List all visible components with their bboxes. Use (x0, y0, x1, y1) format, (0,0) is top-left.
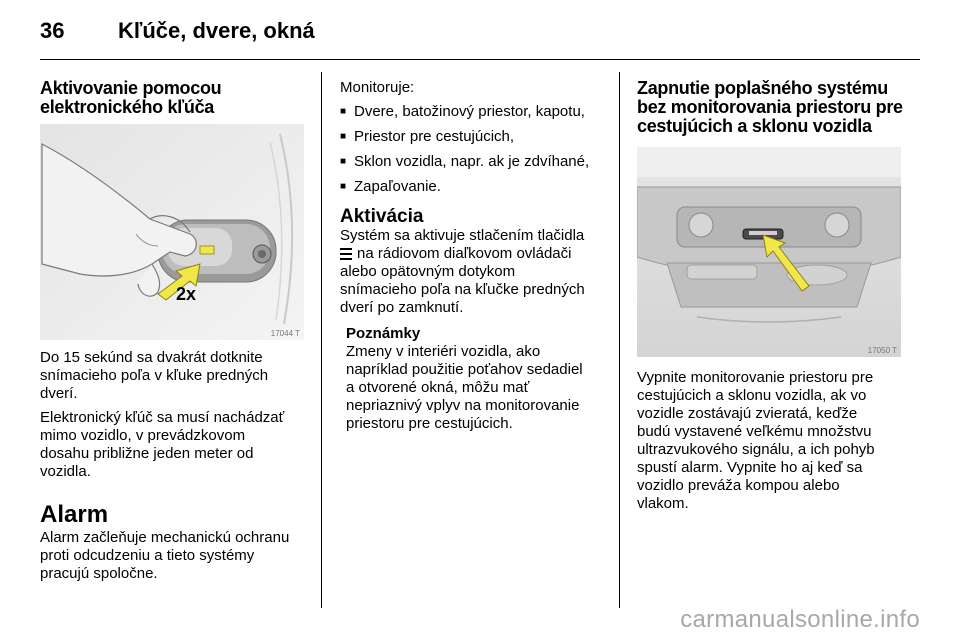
note-text (346, 343, 610, 433)
text-line: Do 15 sekúnd sa dvakrát dotknite (40, 349, 263, 366)
header-rule (40, 59, 920, 60)
figure-overhead-console (637, 147, 901, 357)
section-heading-alarm-no-monitoring (637, 79, 921, 136)
text-line: snímacieho poľa v kľuke predných (40, 367, 269, 384)
heading-line: cestujúcich a sklonu vozidla (637, 116, 872, 136)
heading-line: Aktivovanie pomocou (40, 78, 222, 98)
text-line: vozidla. (40, 463, 91, 480)
monitors-label: Monitoruje: (340, 79, 415, 96)
text-line: budú vystavené veľkému množstvu (637, 423, 872, 440)
monitor-list (340, 103, 610, 196)
paragraph-touch-sensor (40, 349, 312, 403)
figure-id: 17050 T (867, 346, 897, 355)
text-line: a otvorené okná, môžu mať (346, 379, 530, 396)
list-item: ■ Priestor pre cestujúcich, (340, 128, 610, 146)
text-line: Alarm začleňuje mechanickú ochranu (40, 529, 290, 546)
callout-2x: 2x (176, 284, 197, 304)
text-line: nepriaznivý vplyv na monitorovanie (346, 397, 580, 414)
column-divider-right (619, 72, 620, 608)
column-divider-left (321, 72, 322, 608)
text-line: priestoru pre cestujúcich. (346, 415, 513, 432)
text-line: pracujú spoločne. (40, 565, 158, 582)
text-line: vozidle zostávajú zvieratá, keďže (637, 405, 858, 422)
section-heading-activation: Aktivácia (340, 206, 424, 227)
column-3-body (637, 369, 921, 513)
text-line: spustí alarm. Vypnite ho aj keď sa (637, 459, 863, 476)
text-line: Systém sa aktivuje stlačením tlačidla (340, 227, 585, 244)
text-line: mimo vozidlo, v prevádzkovom (40, 427, 246, 444)
text-line: dverí po zamknutí. (340, 299, 464, 316)
column-3 (637, 79, 921, 136)
text-line: Vypnite monitorovanie priestoru pre (637, 369, 874, 386)
text-line: Zmeny v interiéri vozidla, ako (346, 343, 541, 360)
section-heading-electronic-key (40, 79, 310, 117)
text-line: snímacieho poľa na kľučke predných (340, 281, 585, 298)
watermark: carmanualsonline.info (680, 606, 920, 633)
column-1-body (40, 349, 312, 583)
column-1 (40, 79, 310, 117)
heading-line: Zapnutie poplašného systému (637, 78, 888, 98)
list-item: ■ Sklon vozidla, napr. ak je zdvíhané, (340, 153, 610, 171)
text-line: Elektronický kľúč sa musí nachádzať (40, 409, 285, 426)
paragraph-disable-monitoring (637, 369, 921, 513)
paragraph-key-range (40, 409, 312, 481)
column-2 (340, 79, 610, 433)
lock-button-icon (340, 248, 352, 260)
paragraph-activation (340, 227, 610, 317)
note-title: Poznámky (346, 325, 421, 342)
heading-line: bez monitorovania priestoru pre (637, 97, 903, 117)
page-number: 36 (40, 18, 65, 43)
paragraph-alarm (40, 529, 312, 583)
door-handle-illustration (40, 124, 304, 340)
text-line: cestujúcich a sklonu vozidla, ak vo (637, 387, 867, 404)
text-line: ultrazvukového signálu, a ich pohyb (637, 441, 875, 458)
text-line: proti odcudzeniu a tieto systémy (40, 547, 255, 564)
text-line: dverí. (40, 385, 78, 402)
figure-door-handle (40, 124, 304, 340)
page-title: Kľúče, dvere, okná (118, 18, 315, 43)
list-item: ■ Zapaľovanie. (340, 178, 610, 196)
text-line: napríklad použitie poťahov sedadiel (346, 361, 583, 378)
text-line: na rádiovom diaľkovom ovládači (357, 245, 572, 262)
section-heading-alarm: Alarm (40, 501, 109, 528)
text-line: dosahu približne jeden meter od (40, 445, 254, 462)
text-line: vozidlo preváža kompou alebo (637, 477, 840, 494)
list-item: ■ Dvere, batožinový priestor, kapotu, (340, 103, 610, 121)
overhead-console-illustration (637, 147, 901, 357)
note-block (340, 325, 610, 433)
figure-id: 17044 T (270, 329, 300, 338)
text-line: vlakom. (637, 495, 689, 512)
text-line: alebo opätovným dotykom (340, 263, 516, 280)
heading-line: elektronického kľúča (40, 97, 215, 117)
